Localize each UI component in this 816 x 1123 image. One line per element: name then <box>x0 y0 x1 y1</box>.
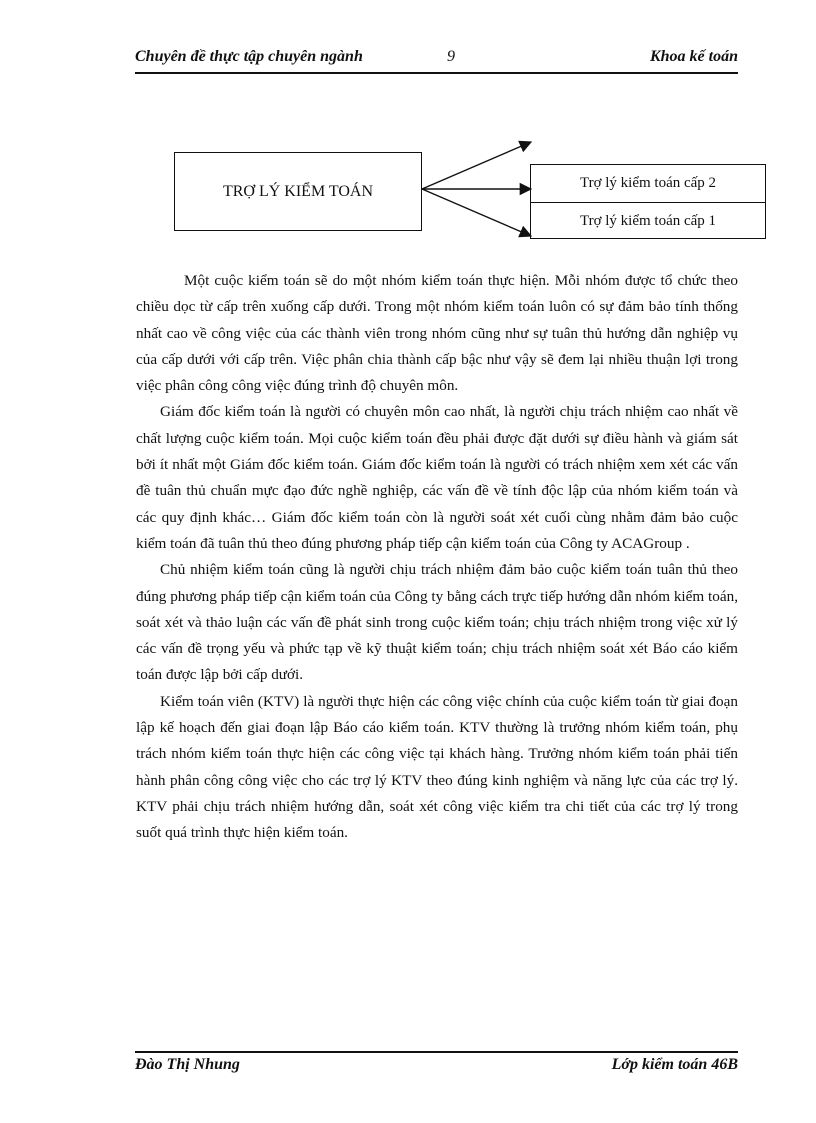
paragraph-audit-director: Giám đốc kiểm toán là người có chuyên môn cao nhất, là người chịu trách nhiệm cao nhất về chất lượng cuộc kiểm toán. Mọi cuộc kiểm toán đều phải được đặt dưới sự điều hành và giám sát bởi ít nhất một Giám đốc kiểm toán. Giám đốc kiểm toán là người có trách nhiệm xem xét các vấn đề tuân thủ chuẩn mực đạo đức nghề nghiệp, các vấn đề về tính độc lập của nhóm kiểm toán và các quy định khác… Giám đốc kiểm toán còn là người soát xét cuối cùng nhằm đảm bảo cuộc kiểm toán đã tuân thủ theo đúng phương pháp tiếp cận kiểm toán của Công ty ACAGroup . <box>136 403 738 552</box>
header-rule <box>135 72 738 74</box>
header-course-title: Chuyên đề thực tập chuyên ngành <box>135 48 363 65</box>
paragraph-audit-manager: Chủ nhiệm kiểm toán cũng là người chịu trách nhiệm đảm bảo cuộc kiểm toán tuân thủ theo đúng phương pháp tiếp cận kiểm toán của Công ty bằng cách trực tiếp hướng dẫn nhóm kiểm toán, soát xét và thảo luận các vấn đề phát sinh trong cuộc kiểm toán; chịu trách nhiệm trong việc xử lý các vấn đề trọng yếu và phức tạp về kỹ thuật kiểm toán; chịu trách nhiệm soát xét Báo cáo kiểm toán được lập bởi cấp dưới. <box>136 561 738 684</box>
diagram-sub-box-level-2: Trợ lý kiểm toán cấp 2 <box>579 175 717 191</box>
footer-rule <box>135 1051 738 1053</box>
diagram-arrows <box>0 0 816 300</box>
paragraph-audit-team: Một cuộc kiểm toán sẽ do một nhóm kiểm toán thực hiện. Mỗi nhóm được tổ chức theo chiều dọc từ cấp trên xuống cấp dưới. Trong một nhóm kiểm toán luôn có sự đảm bảo tính thống nhất cao về công việc của các thành viên trong nhóm cũng như sự tuân thủ hướng dẫn nghiệp vụ của cấp dưới với cấp trên. Việc phân chia thành cấp bậc như vậy sẽ đem lại nhiều thuận lợi trong việc phân công công việc đúng trình độ chuyên môn. <box>136 272 738 395</box>
arrow-down <box>422 189 531 236</box>
header-faculty: Khoa kế toán <box>649 48 738 65</box>
diagram-sub-boxes <box>530 164 766 239</box>
page-header <box>135 46 738 72</box>
footer-author: Đào Thị Nhung <box>135 1056 240 1073</box>
document-body <box>136 268 738 847</box>
page-number: 9 <box>447 48 455 65</box>
paragraph-auditor: Kiểm toán viên (KTV) là người thực hiện các công việc chính của cuộc kiểm toán từ giai đoạn lập kế hoạch đến giai đoạn lập Báo cáo kiểm toán. KTV thường là trưởng nhóm kiểm toán, phụ trách nhóm kiểm toán thực hiện các công việc tại khách hàng. Trưởng nhóm kiểm toán phải tiến hành phân công công việc cho các trợ lý KTV theo đúng kinh nghiệm và năng lực của các trợ lý. KTV phải chịu trách nhiệm hướng dẫn, soát xét công việc kiểm tra chi tiết của các trợ lý trong suốt quá trình thực hiện kiểm toán. <box>136 692 738 842</box>
footer-class: Lớp kiểm toán 46B <box>611 1056 738 1073</box>
arrow-up <box>422 142 531 189</box>
diagram-sub-box-level-1: Trợ lý kiểm toán cấp 1 <box>531 202 765 240</box>
diagram-main-box: TRỢ LÝ KIỂM TOÁN <box>174 152 422 231</box>
